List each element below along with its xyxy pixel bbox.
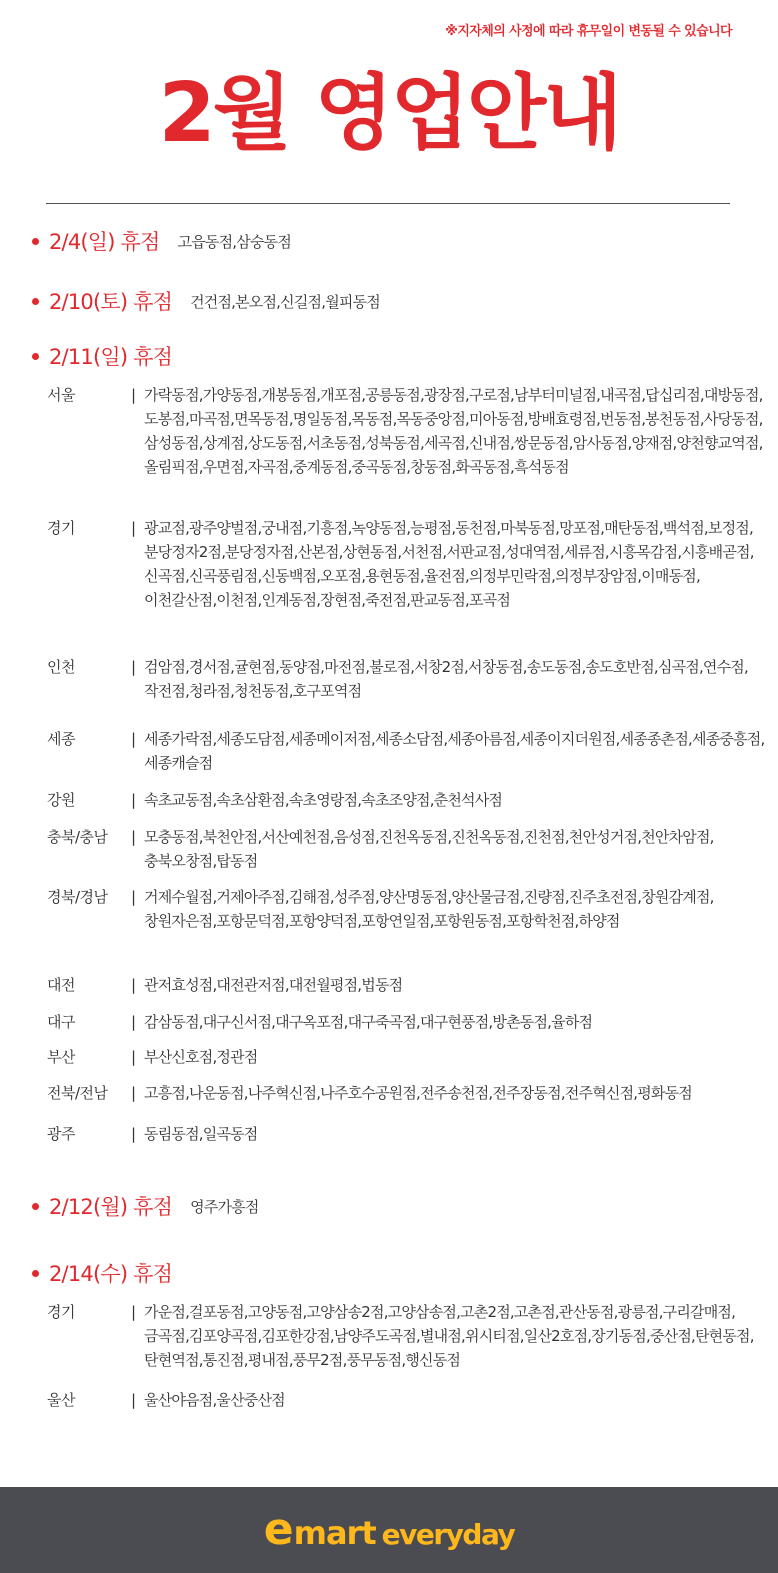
separator: | [131, 730, 137, 748]
bullet-icon [32, 353, 39, 360]
region-name: 대구 [47, 1013, 75, 1031]
region-name: 서울 [47, 386, 75, 404]
page-title: 2월 영업안내 [158, 66, 620, 161]
separator: | [131, 1391, 137, 1409]
separator: | [131, 1303, 137, 1321]
logo-e: e [263, 1504, 294, 1555]
region-name: 전북/전남 [47, 1084, 108, 1102]
day-header-0214 [32, 1258, 172, 1288]
region-stores: 울산야음점,울산중산점 [144, 1391, 285, 1409]
separator: | [131, 976, 137, 994]
day-header-0212 [32, 1191, 259, 1221]
day-title: 2/14(수) 휴점 [49, 1262, 173, 1286]
day-header-0210 [32, 286, 380, 316]
day-title: 2/4(일) 휴점 [49, 230, 160, 254]
region-stores: 고흥점,나운동점,나주혁신점,나주호수공원점,전주송천점,전주장동점,전주혁신점,평화동점 [144, 1084, 693, 1102]
day-stores: 건건점,본오점,신길점,월피동점 [190, 292, 380, 311]
separator: | [131, 1048, 137, 1066]
region-name: 경기 [47, 1303, 75, 1321]
region-name: 세종 [47, 730, 75, 748]
day-title: 2/10(토) 휴점 [49, 290, 173, 314]
region-name: 광주 [47, 1125, 75, 1143]
separator: | [131, 888, 137, 906]
bullet-icon [32, 1270, 39, 1277]
region-stores: 속초교동점,속초삼환점,속초영랑점,속초조양점,춘천석사점 [144, 791, 503, 809]
bullet-icon [32, 298, 39, 305]
bullet-icon [32, 238, 39, 245]
region-name: 울산 [47, 1391, 75, 1409]
separator: | [131, 386, 137, 404]
footer-bar [0, 1487, 778, 1573]
region-stores: 가운점,걸포동점,고양동점,고양삼송2점,고양삼송점,고촌2점,고촌점,관산동점,광릉점,구리갈매점,금곡점,김포양곡점,김포한강점,남양주도곡점,별내점,위시티점,일산2호점,장기동점,중산점,탄현동점,탄현역점,통진점,평내점,풍무2점,풍무동점,행신동점 [144, 1303, 754, 1369]
separator: | [131, 828, 137, 846]
region-stores: 광교점,광주양벌점,궁내점,기흥점,녹양동점,능평점,동천점,마북동점,망포점,매탄동점,백석점,보정점,분당정자2점,분당정자점,산본점,상현동점,서천점,서판교점,성대역점,세류점,시흥목감점,시흥배곧점,신곡점,신곡풍림점,신동백점,오포점,용현동점,율전점,의정부민락점,의정부장암점,이매동점,이천갈산점,이천점,인계동점,장현점,죽전점,판교동점,포곡점 [144, 519, 754, 609]
bullet-icon [32, 1203, 39, 1210]
logo-everyday: everyday [381, 1518, 515, 1551]
region-stores: 부산신호점,정관점 [144, 1048, 258, 1066]
region-stores: 가락동점,가양동점,개봉동점,개포점,공릉동점,광장점,구로점,남부터미널점,내곡점,답십리점,대방동점,도봉점,마곡점,면목동점,명일동점,목동점,목동중앙점,미아동점,방배효령점,번동점,봉천동점,사당동점,삼성동점,상계점,상도동점,서초동점,성북동점,세곡점,신내점,쌍문동점,암사동점,양재점,양천향교역점,올림픽점,우면점,자곡점,중계동점,중곡동점,창동점,화곡동점,흑석동점 [144, 386, 763, 476]
day-stores: 영주가흥점 [190, 1197, 259, 1216]
logo-mart: mart [293, 1514, 376, 1552]
region-name: 부산 [47, 1048, 75, 1066]
region-name: 경북/경남 [47, 888, 108, 906]
region-stores: 모충동점,북천안점,서산예천점,음성점,진천옥동점,진천옥동점,진천점,천안성거점,천안차암점,충북오창점,탑동점 [144, 828, 714, 870]
region-name: 강원 [47, 791, 75, 809]
region-name: 대전 [47, 976, 75, 994]
separator: | [131, 791, 137, 809]
day-stores: 고읍동점,삼숭동점 [177, 232, 292, 251]
region-stores: 거제수월점,거제아주점,김해점,성주점,양산명동점,양산물금점,진량점,진주초전점,창원감계점,창원자은점,포항문덕점,포항양덕점,포항연일점,포항원동점,포항학천점,하양점 [144, 888, 714, 930]
day-title: 2/12(월) 휴점 [49, 1195, 173, 1219]
separator: | [131, 1084, 137, 1102]
emart-everyday-logo [263, 1504, 515, 1555]
region-stores: 세종가락점,세종도담점,세종메이저점,세종소담점,세종아름점,세종이지더원점,세종종촌점,세종중흥점,세종캐슬점 [144, 730, 765, 772]
separator: | [131, 1125, 137, 1143]
day-title: 2/11(일) 휴점 [49, 345, 173, 369]
divider [46, 203, 730, 204]
region-stores: 감삼동점,대구신서점,대구옥포점,대구죽곡점,대구현풍점,방촌동점,율하점 [144, 1013, 593, 1031]
notice-text: ※지자체의 사정에 따라 휴무일이 변동될 수 있습니다 [445, 24, 732, 39]
region-name: 경기 [47, 519, 75, 537]
region-name: 인천 [47, 658, 75, 676]
separator: | [131, 658, 137, 676]
region-name: 충북/충남 [47, 828, 108, 846]
region-stores: 검암점,경서점,귤현점,동양점,마전점,불로점,서창2점,서창동점,송도동점,송도호반점,심곡점,연수점,작전점,청라점,청천동점,호구포역점 [144, 658, 748, 700]
region-stores: 동림동점,일곡동점 [144, 1125, 258, 1143]
region-stores: 관저효성점,대전관저점,대전월평점,법동점 [144, 976, 403, 994]
separator: | [131, 519, 137, 537]
day-header-0204 [32, 226, 291, 256]
separator: | [131, 1013, 137, 1031]
day-header-0211 [32, 341, 172, 371]
